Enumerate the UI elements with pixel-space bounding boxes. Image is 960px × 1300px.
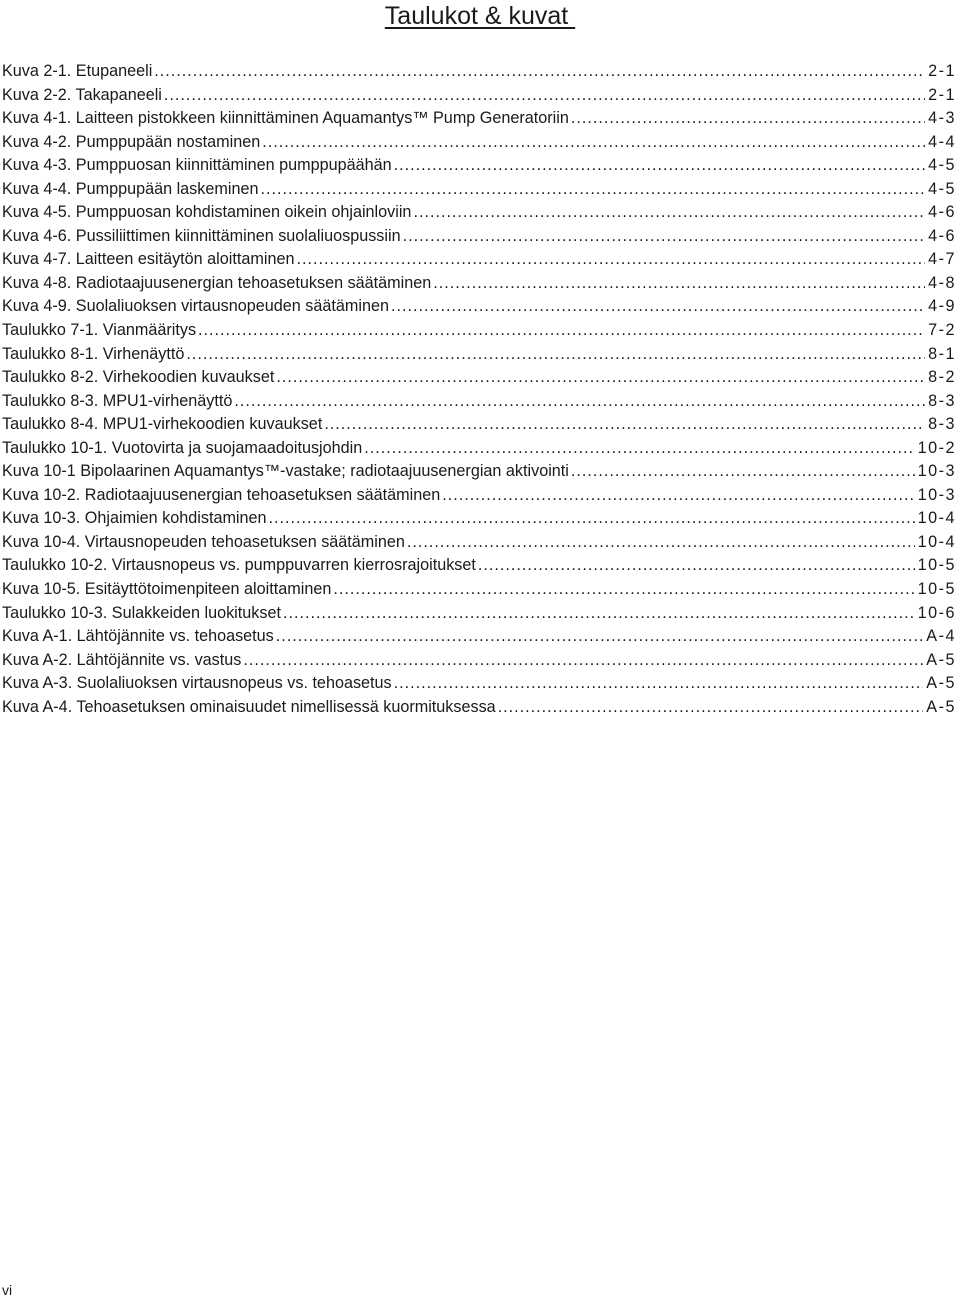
dot-leader [394,672,924,696]
toc-entry-page: A-5 [926,697,956,716]
dot-leader [283,602,915,626]
page-title: Taulukot & kuvat [384,2,576,30]
dot-leader [333,578,914,602]
toc-entry-label: Taulukko 7-1. Vianmääritys [2,321,197,340]
toc-entry-page: 8-2 [928,368,956,387]
toc-entry-label: Kuva 4-4. Pumppupään laskeminen [2,179,259,198]
toc-entry-page: 8-3 [928,391,956,410]
toc-entry-label: Kuva 4-6. Pussiliittimen kiinnittäminen suolaliuospussiin [2,226,401,245]
toc-entry[interactable] [2,248,956,272]
toc-entry-page: 4-5 [928,156,956,175]
dot-leader [571,107,925,131]
dot-leader [260,178,925,202]
toc-entry[interactable] [2,107,956,131]
dot-leader [262,131,925,155]
toc-entry[interactable] [2,578,956,602]
dot-leader [442,484,914,508]
toc-entry-label: Kuva 2-2. Takapaneeli [2,85,162,104]
toc-entry-label: Taulukko 8-3. MPU1-virhenäyttö [2,391,233,410]
dot-leader [186,343,925,367]
dot-leader [391,295,925,319]
dot-leader [478,554,915,578]
toc-entry-page: 4-7 [928,250,956,269]
toc-entry-label: Kuva 4-8. Radiotaajuusenergian tehoasetuksen säätäminen [2,273,432,292]
toc-entry[interactable] [2,507,956,531]
toc-entry-page: 8-1 [928,344,956,363]
toc-entry-label: Taulukko 8-2. Virhekoodien kuvaukset [2,368,275,387]
toc-entry-label: Taulukko 8-1. Virhenäyttö [2,344,185,363]
toc-entry-label: Kuva 10-5. Esitäyttötoimenpiteen aloittaminen [2,580,332,599]
dot-leader [571,460,915,484]
toc-entry-label: Kuva 10-1 Bipolaarinen Aquamantys™-vastake; radiotaajuusenergian aktivointi [2,462,569,481]
dot-leader [433,272,925,296]
toc-entry[interactable] [2,343,956,367]
toc-entry[interactable] [2,295,956,319]
toc-entry-page: 10-6 [917,603,956,622]
toc-entry-page: 4-3 [928,109,956,128]
dot-leader [413,201,925,225]
toc-entry[interactable] [2,366,956,390]
toc-entry-page: 10-5 [917,580,956,599]
toc-entry-label: Kuva 4-5. Pumppuosan kohdistaminen oikein ohjainloviin [2,203,412,222]
toc-entry-page: 10-4 [917,509,956,528]
dot-leader [324,413,925,437]
dot-leader [243,649,923,673]
toc-entry[interactable] [2,649,956,673]
dot-leader [276,366,925,390]
toc-entry-page: 7-2 [928,321,956,340]
dot-leader [403,225,925,249]
dot-leader [269,507,915,531]
toc-entry-page: 4-5 [928,179,956,198]
toc-entry[interactable] [2,178,956,202]
toc-entry[interactable] [2,625,956,649]
toc-entry-page: 2-1 [928,62,956,80]
toc-entry-page: 4-6 [928,203,956,222]
dot-leader [364,437,914,461]
toc-entry-page: 4-9 [928,297,956,316]
dot-leader [498,696,924,720]
toc-entry-label: Kuva 4-2. Pumppupään nostaminen [2,132,261,151]
toc-entry[interactable] [2,696,956,720]
toc-entry-label: Kuva 4-7. Laitteen esitäytön aloittaminen [2,250,295,269]
toc-entry-page: 4-4 [928,132,956,151]
dot-leader [296,248,925,272]
toc-entry-label: Kuva 4-3. Pumppuosan kiinnittäminen pumppupäähän [2,156,392,175]
dot-leader [154,60,925,84]
dot-leader [198,319,925,343]
toc-entry-label: Kuva 2-1. Etupaneeli [2,62,153,80]
toc-entry-label: Kuva A-1. Lähtöjännite vs. tehoasetus [2,627,274,646]
toc-entry-label: Kuva A-2. Lähtöjännite vs. vastus [2,650,242,669]
toc-entry-page: 4-8 [928,273,956,292]
toc-entry-label: Kuva A-4. Tehoasetuksen ominaisuudet nimellisessä kuormituksessa [2,697,496,716]
toc-entry-page: 10-3 [917,485,956,504]
toc-entry[interactable] [2,60,956,84]
dot-leader [407,531,915,555]
toc-entry-page: A-5 [926,674,956,693]
toc-entry-page: 10-5 [917,556,956,575]
toc-entry[interactable] [2,154,956,178]
toc-entry[interactable] [2,602,956,626]
dot-leader [164,84,925,108]
toc-entry[interactable] [2,531,956,555]
toc-entry[interactable] [2,131,956,155]
toc-entry-page: 10-4 [917,532,956,551]
dot-leader [234,390,925,414]
page-number: vi [2,1282,13,1298]
toc-entry-page: 10-3 [917,462,956,481]
toc-entry-label: Kuva 10-3. Ohjaimien kohdistaminen [2,509,267,528]
toc-entry-label: Taulukko 8-4. MPU1-virhekoodien kuvaukset [2,415,323,434]
toc-entry[interactable] [2,319,956,343]
toc-entry-page: A-5 [926,650,956,669]
dot-leader [276,625,924,649]
toc-entry[interactable] [2,413,956,437]
toc-entry[interactable] [2,484,956,508]
toc-entry[interactable] [2,201,956,225]
dot-leader [394,154,925,178]
toc-entry-label: Kuva 4-9. Suolaliuoksen virtausnopeuden säätäminen [2,297,389,316]
toc-entry[interactable] [2,84,956,108]
toc-entry-page: 4-6 [928,226,956,245]
toc-entry-page: A-4 [926,627,956,646]
toc-entry-label: Taulukko 10-2. Virtausnopeus vs. pumppuvarren kierrosrajoitukset [2,556,476,575]
table-of-figures [2,60,956,719]
toc-entry-page: 8-3 [928,415,956,434]
toc-entry[interactable] [2,672,956,696]
toc-entry[interactable] [2,390,956,414]
toc-entry-label: Kuva A-3. Suolaliuoksen virtausnopeus vs. tehoasetus [2,674,392,693]
toc-entry-label: Kuva 10-4. Virtausnopeuden tehoasetuksen säätäminen [2,532,405,551]
toc-entry-label: Kuva 10-2. Radiotaajuusenergian tehoasetuksen säätäminen [2,485,441,504]
toc-entry-page: 10-2 [917,438,956,457]
toc-entry[interactable] [2,272,956,296]
toc-entry[interactable] [2,437,956,461]
toc-entry[interactable] [2,460,956,484]
toc-entry-label: Kuva 4-1. Laitteen pistokkeen kiinnittäminen Aquamantys™ Pump Generatoriin [2,109,569,128]
toc-entry-label: Taulukko 10-1. Vuotovirta ja suojamaadoitusjohdin [2,438,363,457]
toc-entry-page: 2-1 [928,85,956,104]
toc-entry-label: Taulukko 10-3. Sulakkeiden luokitukset [2,603,281,622]
toc-entry[interactable] [2,225,956,249]
toc-entry[interactable] [2,554,956,578]
